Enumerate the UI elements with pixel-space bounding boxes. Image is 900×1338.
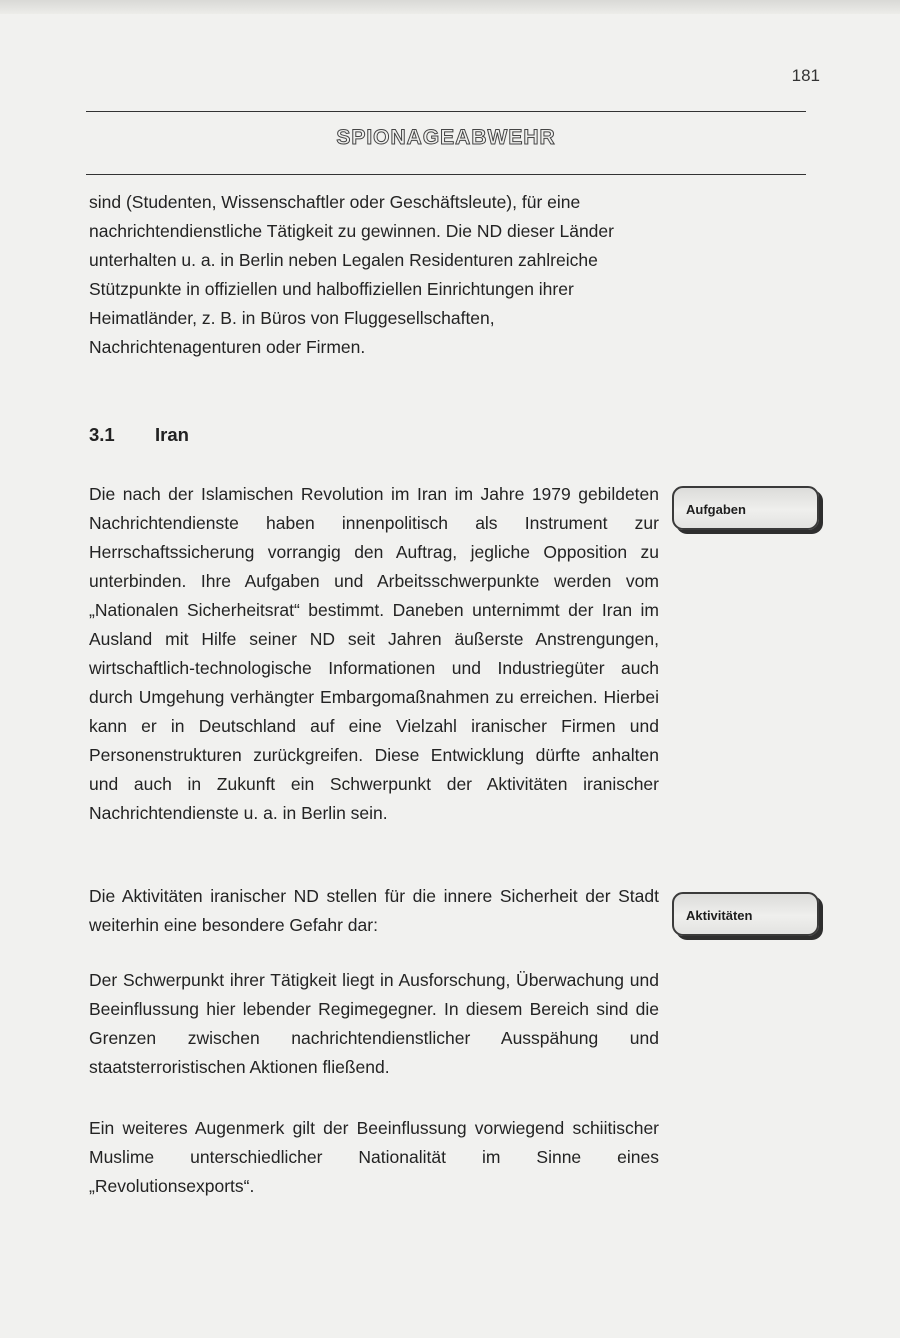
scan-edge [0,0,900,14]
paragraph-activities: Die Aktivitäten iranischer ND stellen für die innere Sicherheit der Stadt weiterhin eine besondere Gefahr dar: [89,886,659,935]
section-heading [89,424,189,446]
paragraph-intro: sind (Studenten, Wissenschaftler oder Geschäftsleute), für eine nachrichtendienstliche Tätigkeit zu gewinnen. Die ND dieser Länder unterhalten u. a. in Berlin neben Legalen Residenturen zahlreiche Stützpunkte in offiziellen und halboffiziellen Einrichtungen ihrer Heimatländer, z. B. in Büros von Fluggesellschaften, Nachrichtenagenturen oder Firmen. [89,192,614,357]
header-rule-bottom [86,174,806,175]
margin-tag-aufgaben: Aufgaben [672,486,819,530]
section-number: 3.1 [89,424,115,445]
paragraph-iran-services: Die nach der Islamischen Revolution im Iran im Jahre 1979 gebildeten Nachrichtendienste haben innenpolitisch als Instrument zur Herrschaftssicherung vorrangig den Auftrag, jegliche Opposition zu unterbinden. Ihre Aufgaben und Arbeitsschwerpunkte werden vom „Nationalen Sicherheitsrat“ bestimmt. Daneben unternimmt der Iran im Ausland mit Hilfe seiner ND seit Jahren äußerste Anstrengungen, wirtschaftlich-technologische Informationen und Industriegüter auch durch Umgehung verhängter Embargomaßnahmen zu erreichen. Hierbei kann er in Deutschland auf eine Vielzahl iranischer Firmen und Personenstrukturen zurückgreifen. Diese Entwicklung dürfte anhalten und auch in Zukunft ein Schwerpunkt der Aktivitäten iranischer Nachrichtendienste u. a. in Berlin sein. [89,484,659,823]
header-rule-top [86,111,806,112]
margin-tag-aktivitaeten: Aktivitäten [672,892,819,936]
page-number: 181 [791,66,820,85]
paragraph-focus: Der Schwerpunkt ihrer Tätigkeit liegt in Ausforschung, Überwachung und Beeinflussung hier lebender Regimegegner. In diesem Bereich sind die Grenzen zwischen nachrichtendienstlicher Ausspähung und staatsterroristischen Aktionen fließend. [89,970,659,1077]
section-title: Iran [155,424,189,445]
paragraph-influence: Ein weiteres Augenmerk gilt der Beeinflussung vorwiegend schiitischer Muslime unterschiedlicher Nationalität im Sinne eines „Revolutionsexports“. [89,1118,659,1196]
running-title: SPIONAGEABWEHR [336,126,556,149]
